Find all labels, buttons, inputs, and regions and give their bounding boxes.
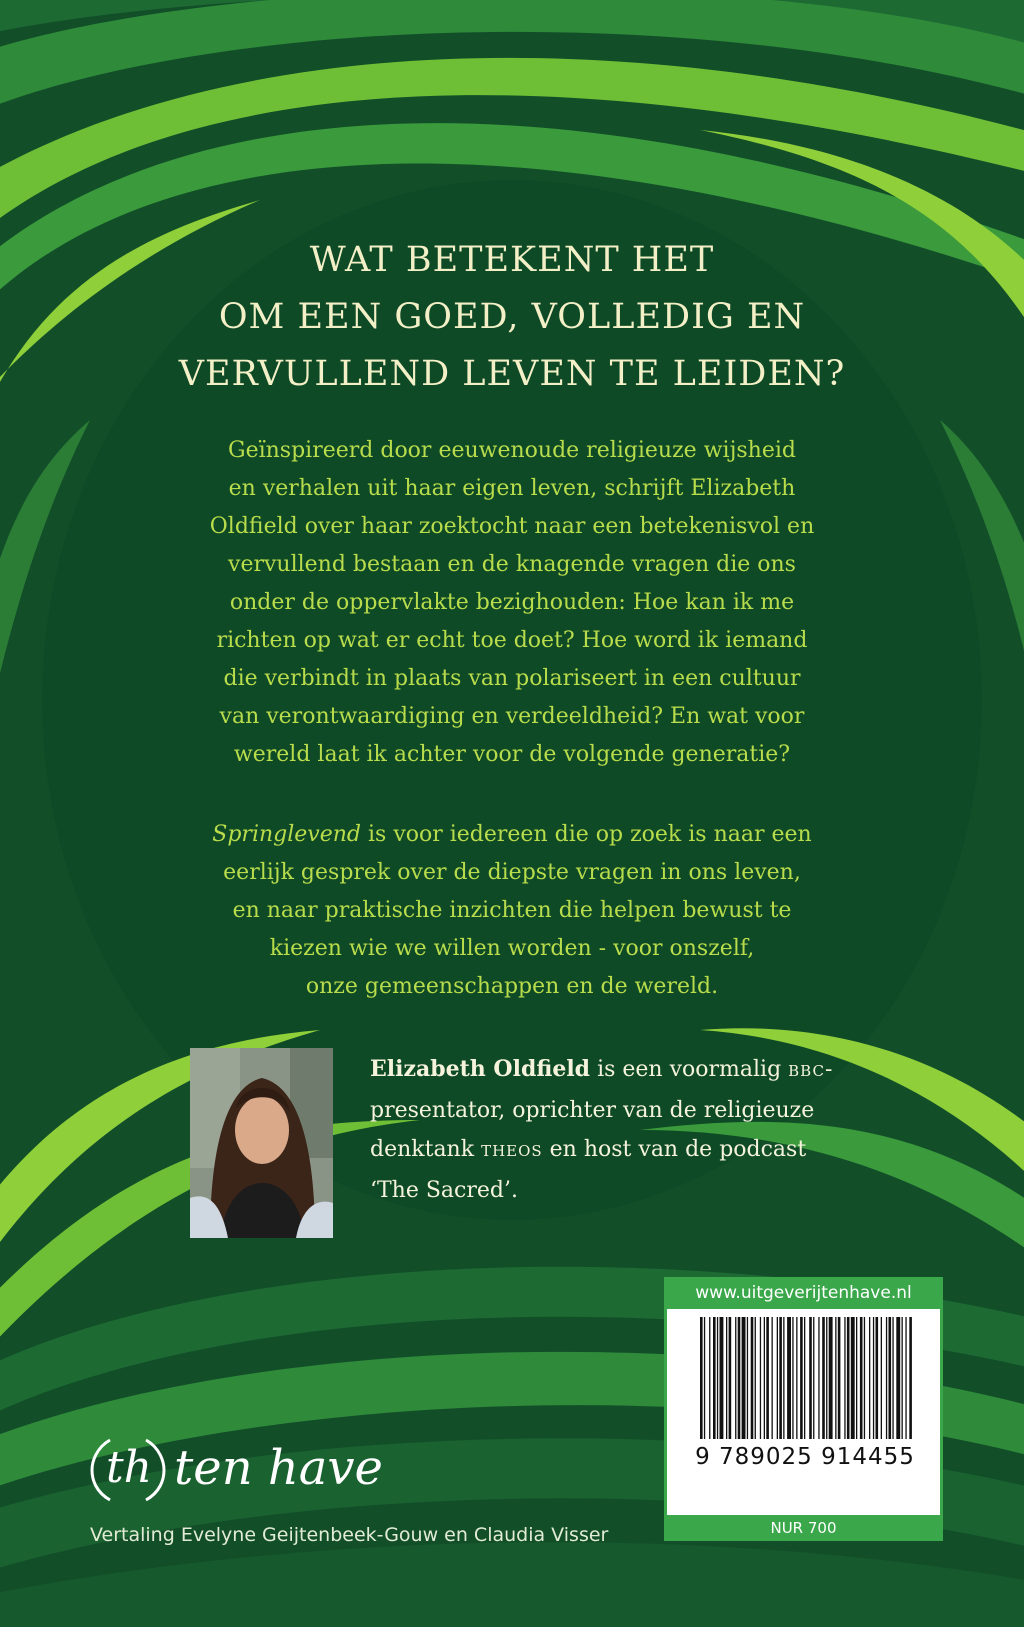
pitch-paragraph (170, 816, 854, 1006)
barcode-bar (835, 1317, 836, 1439)
barcode-bar (881, 1317, 882, 1439)
barcode-bar (896, 1317, 900, 1439)
barcode-bar (864, 1317, 865, 1439)
description-line: en verhalen uit haar eigen leven, schrijft Elizabeth (228, 476, 796, 501)
bio-line: Elizabeth Oldfield is een voormalig BBC- (370, 1056, 833, 1082)
description-line: die verbindt in plaats van polariseert in een cultuur (223, 666, 801, 691)
headline-line-2: OM EEN GOED, VOLLEDIG EN (218, 297, 806, 337)
barcode-bar (764, 1317, 765, 1439)
bio-line: ‘The Sacred’. (370, 1178, 518, 1203)
barcode-bar (720, 1317, 724, 1439)
barcode-bar (876, 1317, 879, 1439)
nur-code: NUR 700 (664, 1515, 943, 1541)
pitch-line: kiezen wie we willen worden - voor onszelf, (269, 936, 755, 961)
barcode-bar (742, 1317, 746, 1439)
barcode-bar (826, 1317, 827, 1439)
barcode-bar (847, 1317, 850, 1439)
translation-credit: Vertaling Evelyne Geijtenbeek-Gouw en Claudia Visser (90, 1524, 609, 1546)
barcode-bar (738, 1317, 741, 1439)
publisher-mark-text: th (105, 1442, 153, 1493)
book-title: Springlevend (212, 822, 361, 847)
author-name: Elizabeth Oldfield (370, 1056, 591, 1082)
bbc-text: BBC (788, 1062, 825, 1080)
barcode-bar (860, 1317, 863, 1439)
barcode-bar (726, 1317, 727, 1439)
pitch-line-rest: is voor iedereen die op zoek is naar een (361, 822, 812, 847)
barcode-bar (796, 1317, 797, 1439)
bio-line: presentator, oprichter van de religieuze (370, 1098, 815, 1123)
barcode-bar (856, 1317, 857, 1439)
cover-headline (0, 232, 1024, 403)
barcode-bar (800, 1317, 803, 1439)
pitch-line (170, 816, 854, 854)
description-line: richten op wat er echt toe doet? Hoe word ik iemand (216, 628, 808, 653)
barcode-bar (700, 1317, 703, 1439)
description-paragraph (170, 432, 854, 774)
barcode-bar (905, 1317, 906, 1439)
bio-line: denktank THEOS en host van de podcast (370, 1137, 807, 1162)
barcode-bar (792, 1317, 793, 1439)
barcode-bar (751, 1317, 754, 1439)
pitch-line: en naar praktische inzichten die helpen bewust te (232, 898, 792, 923)
description-line: vervullend bestaan en de knagende vragen die ons (228, 552, 796, 577)
barcode-bar (779, 1317, 782, 1439)
barcode-bar (747, 1317, 748, 1439)
publisher-name: ten have (174, 1440, 383, 1496)
description-line: Geïnspireerd door eeuwenoude religieuze wijsheid (228, 438, 796, 463)
description-line: Oldfield over haar zoektocht naar een betekenisvol en (209, 514, 815, 539)
barcode-bar (704, 1317, 705, 1439)
description-line: wereld laat ik achter voor de volgende generatie? (233, 742, 791, 767)
isbn-number: 9 789025 914455 (695, 1444, 915, 1470)
barcode-bar (902, 1317, 903, 1439)
description-line: van verontwaardiging en verdeeldheid? En wat voor (219, 704, 805, 729)
barcode-bar (818, 1317, 819, 1439)
headline-line-1: WAT BETEKENT HET (309, 240, 715, 280)
barcode-bar (760, 1317, 761, 1439)
barcode-bar (766, 1317, 769, 1439)
publisher-url: www.uitgeverijtenhave.nl (664, 1277, 943, 1309)
pitch-line: onze gemeenschappen en de wereld. (305, 974, 719, 999)
barcode-bar (886, 1317, 887, 1439)
barcode-bar (804, 1317, 805, 1439)
pitch-line: eerlijk gesprek over de diepste vragen in ons leven, (223, 860, 801, 885)
barcode-bar (713, 1317, 716, 1439)
description-line: onder de oppervlakte bezighouden: Hoe kan ik me (229, 590, 795, 615)
barcode-bar (873, 1317, 874, 1439)
author-photo (190, 1048, 333, 1238)
theos-text: THEOS (481, 1142, 543, 1160)
barcode-bar (889, 1317, 892, 1439)
barcode-bar (851, 1317, 855, 1439)
publisher-logo (90, 1432, 383, 1508)
barcode-bar (787, 1317, 791, 1439)
barcode-bar (838, 1317, 841, 1439)
barcode-bar (717, 1317, 718, 1439)
barcode-bar (772, 1317, 773, 1439)
barcode-bar (869, 1317, 870, 1439)
isbn-barcode (700, 1317, 912, 1439)
barcode-bar (783, 1317, 784, 1439)
barcode-bar (813, 1317, 814, 1439)
barcode-bar (777, 1317, 778, 1439)
barcode-bar (729, 1317, 732, 1439)
barcode-bar (844, 1317, 845, 1439)
author-bio (370, 1050, 850, 1210)
barcode-bar (735, 1317, 736, 1439)
barcode-bar (822, 1317, 825, 1439)
barcode-bar (909, 1317, 912, 1439)
barcode-bar (809, 1317, 812, 1439)
barcode-bar (892, 1317, 893, 1439)
headline-line-3: VERVULLEND LEVEN TE LEIDEN? (178, 354, 846, 394)
barcode-bar (829, 1317, 833, 1439)
barcode-bar (755, 1317, 756, 1439)
barcode-bar (709, 1317, 710, 1439)
